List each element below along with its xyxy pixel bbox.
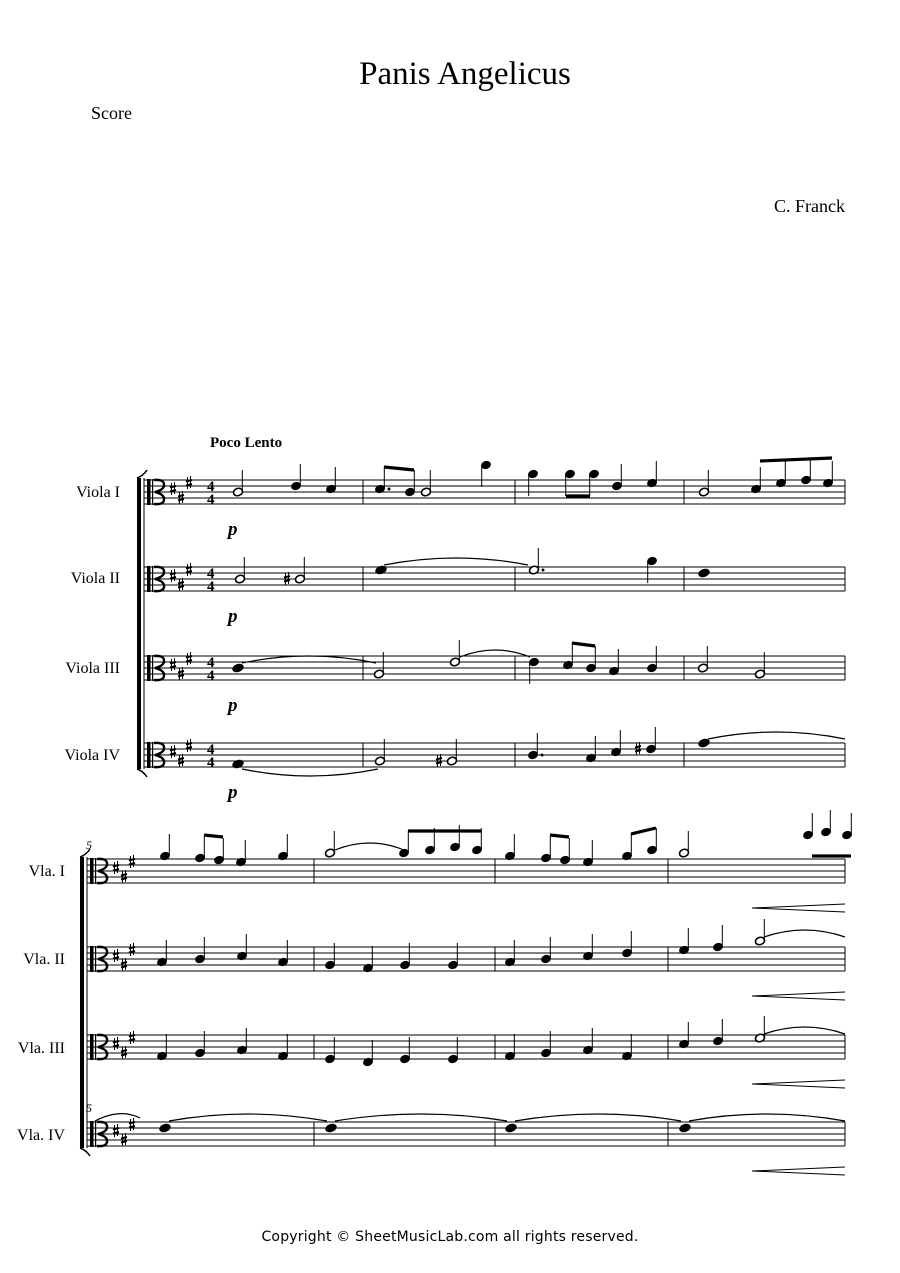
alto-clef (147, 742, 151, 768)
sharp-sign (129, 1126, 135, 1128)
instrument-label-viola-2: Viola II (70, 570, 120, 587)
note-head (679, 1123, 692, 1134)
sharp-sign (129, 1039, 135, 1041)
alto-clef (90, 946, 94, 972)
measure-number: 5 (86, 838, 92, 852)
sharp-sign (178, 675, 184, 677)
note-head (232, 759, 245, 770)
time-signature: 4 (207, 492, 215, 508)
note-beam (631, 828, 656, 834)
instrument-label-viola-4: Viola IV (64, 747, 120, 764)
note-dot (541, 754, 544, 757)
sharp-sign (129, 863, 135, 865)
sharp-sign (170, 753, 176, 755)
tie-slur (335, 1114, 507, 1121)
alto-clef (152, 566, 153, 592)
note-beam (760, 458, 832, 461)
sharp-sign (284, 576, 290, 578)
sharp-sign (121, 962, 127, 964)
instrument-label-viola-3: Viola III (65, 660, 120, 677)
system-bracket (80, 857, 84, 1148)
sharp-sign (121, 1141, 127, 1143)
crescendo-hairpin (752, 904, 845, 912)
composer-name: C. Franck (774, 196, 845, 216)
instrument-label-vla-4: Vla. IV (17, 1127, 65, 1144)
system-bracket (137, 478, 141, 769)
sharp-sign (170, 577, 176, 579)
note-beam (204, 835, 223, 837)
copyright-notice: Copyright © SheetMusicLab.com all rights reserved. (261, 1229, 639, 1245)
sharp-sign (121, 878, 127, 880)
tie-slur (764, 930, 845, 937)
sharp-sign (121, 1054, 127, 1056)
time-signature: 4 (207, 655, 215, 671)
tie-slur (515, 1114, 681, 1121)
alto-clef (152, 479, 153, 505)
sharp-sign (635, 750, 641, 752)
note-beam (572, 643, 595, 646)
sharp-sign (178, 762, 184, 764)
time-signature: 4 (207, 668, 215, 684)
note-head (159, 1123, 172, 1134)
alto-clef (95, 858, 96, 884)
sharp-sign (129, 951, 135, 953)
crescendo-hairpin (752, 992, 845, 1000)
sharp-sign (436, 762, 442, 764)
alto-clef (147, 655, 151, 681)
sharp-sign (121, 874, 127, 876)
tempo-marking: Poco Lento (210, 435, 283, 451)
tie-slur (689, 1114, 845, 1121)
sharp-sign (436, 758, 442, 760)
instrument-label-vla-3: Vla. III (17, 1040, 65, 1057)
tie-slur (169, 1114, 327, 1121)
alto-clef (90, 1034, 94, 1060)
note-head (505, 1123, 518, 1134)
tie-slur (708, 732, 845, 739)
sharp-sign (170, 666, 176, 668)
score-subtitle: Score (91, 103, 132, 123)
alto-clef (95, 1121, 96, 1147)
note-head (698, 568, 711, 579)
sharp-sign (186, 747, 192, 749)
alto-clef (95, 946, 96, 972)
time-signature: 4 (207, 755, 215, 771)
alto-clef (90, 1121, 94, 1147)
sharp-sign (121, 966, 127, 968)
sharp-sign (178, 671, 184, 673)
instrument-label-vla-1: Vla. I (28, 863, 65, 880)
sharp-sign (178, 499, 184, 501)
sharp-sign (178, 495, 184, 497)
dynamic-marking: p (228, 606, 238, 627)
dynamic-marking: p (228, 519, 238, 540)
sharp-sign (186, 571, 192, 573)
time-signature: 4 (207, 742, 215, 758)
alto-clef (90, 858, 94, 884)
system-bracket (137, 769, 147, 777)
time-signature: 4 (207, 579, 215, 595)
sharp-sign (121, 1137, 127, 1139)
score-title: Panis Angelicus (359, 56, 571, 92)
sharp-sign (178, 586, 184, 588)
crescendo-hairpin (752, 1167, 845, 1175)
tie-slur (335, 843, 404, 850)
note-dot (388, 488, 391, 491)
system-bracket (137, 470, 147, 478)
note-head (232, 663, 245, 674)
instrument-label-viola-1: Viola I (76, 484, 120, 501)
note-beam (384, 467, 414, 470)
tie-slur (764, 1027, 845, 1034)
alto-clef (147, 479, 151, 505)
note-dot (542, 569, 545, 572)
alto-clef (152, 655, 153, 681)
sharp-sign (186, 484, 192, 486)
time-signature: 4 (207, 566, 215, 582)
alto-clef (95, 1034, 96, 1060)
sharp-sign (121, 1050, 127, 1052)
sharp-sign (113, 957, 119, 959)
alto-clef (152, 742, 153, 768)
note-head (375, 565, 388, 576)
measure-number: 5 (86, 1101, 92, 1115)
time-signature: 4 (207, 479, 215, 495)
sharp-sign (178, 582, 184, 584)
sharp-sign (113, 869, 119, 871)
dynamic-marking: p (228, 695, 238, 716)
tie-slur (242, 769, 378, 776)
sharp-sign (113, 1045, 119, 1047)
crescendo-hairpin (752, 1080, 845, 1088)
alto-clef (147, 566, 151, 592)
sharp-sign (113, 1132, 119, 1134)
tie-slur (384, 558, 528, 565)
note-head (325, 1123, 338, 1134)
sharp-sign (186, 660, 192, 662)
system-bracket (80, 1148, 90, 1156)
dynamic-marking: p (228, 782, 238, 803)
sharp-sign (170, 490, 176, 492)
sharp-sign (178, 758, 184, 760)
instrument-label-vla-2: Vla. II (23, 951, 65, 968)
note-beam (550, 835, 569, 837)
sharp-sign (284, 580, 290, 582)
sharp-sign (635, 746, 641, 748)
